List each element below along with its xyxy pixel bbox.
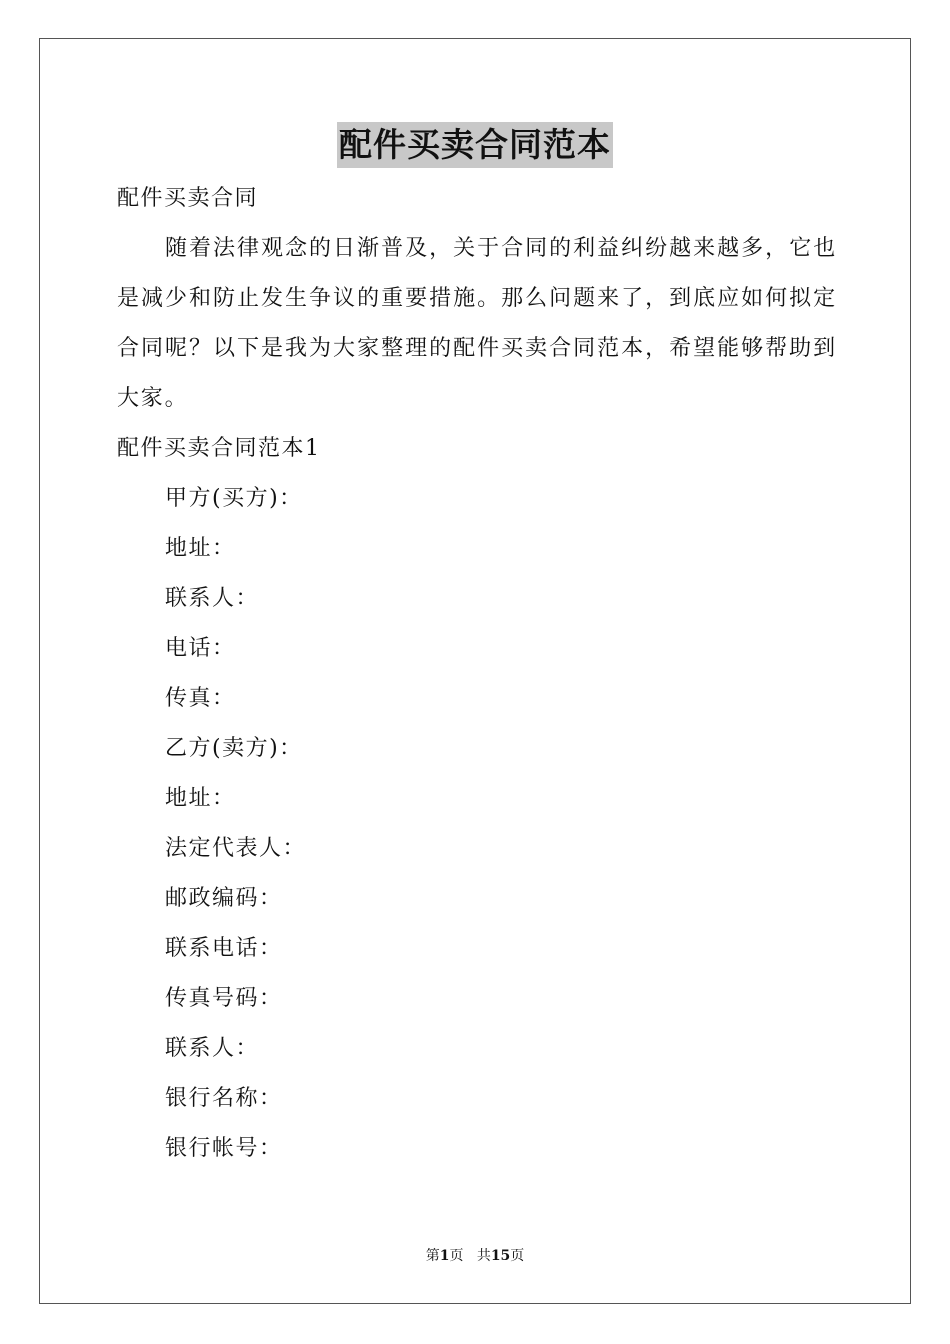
footer-total-suffix: 页 [510, 1248, 525, 1264]
field-party-a: 甲方(买方)： [165, 486, 303, 511]
field-party-b-address: 地址： [165, 786, 236, 811]
field-party-b-phone: 联系电话： [165, 936, 283, 961]
document-title: 配件买卖合同范本 [337, 122, 613, 168]
intro-paragraph: 随着法律观念的日渐普及，关于合同的利益纠纷越来越多，它也是减少和防止发生争议的重要措施。那么问题来了，到底应如何拟定合同呢？以下是我为大家整理的配件买卖合同范本，希望能够帮助到大家。 [117, 236, 837, 411]
field-party-a-fax: 传真： [165, 686, 236, 711]
footer-page-suffix: 页 [449, 1248, 464, 1264]
footer-total-prefix: 共 [476, 1248, 491, 1264]
field-party-b-legal-rep: 法定代表人： [165, 836, 307, 861]
field-party-a-address: 地址： [165, 536, 236, 561]
footer-prefix: 第 [425, 1248, 440, 1264]
footer-page-number: 1 [439, 1248, 450, 1264]
field-party-b-contact: 联系人： [165, 1036, 260, 1061]
field-party-b-fax: 传真号码： [165, 986, 283, 1011]
field-party-a-phone: 电话： [165, 636, 236, 661]
field-party-b: 乙方(卖方)： [165, 736, 303, 761]
field-bank-name: 银行名称： [165, 1086, 283, 1111]
field-party-a-contact: 联系人： [165, 586, 260, 611]
page-footer [0, 1246, 950, 1266]
title-container [0, 122, 950, 168]
footer-total-pages: 15 [490, 1248, 511, 1264]
field-party-b-postcode: 邮政编码： [165, 886, 283, 911]
document-subtitle: 配件买卖合同 [117, 186, 259, 211]
field-bank-account: 银行帐号： [165, 1136, 283, 1161]
section-heading: 配件买卖合同范本1 [117, 436, 321, 461]
